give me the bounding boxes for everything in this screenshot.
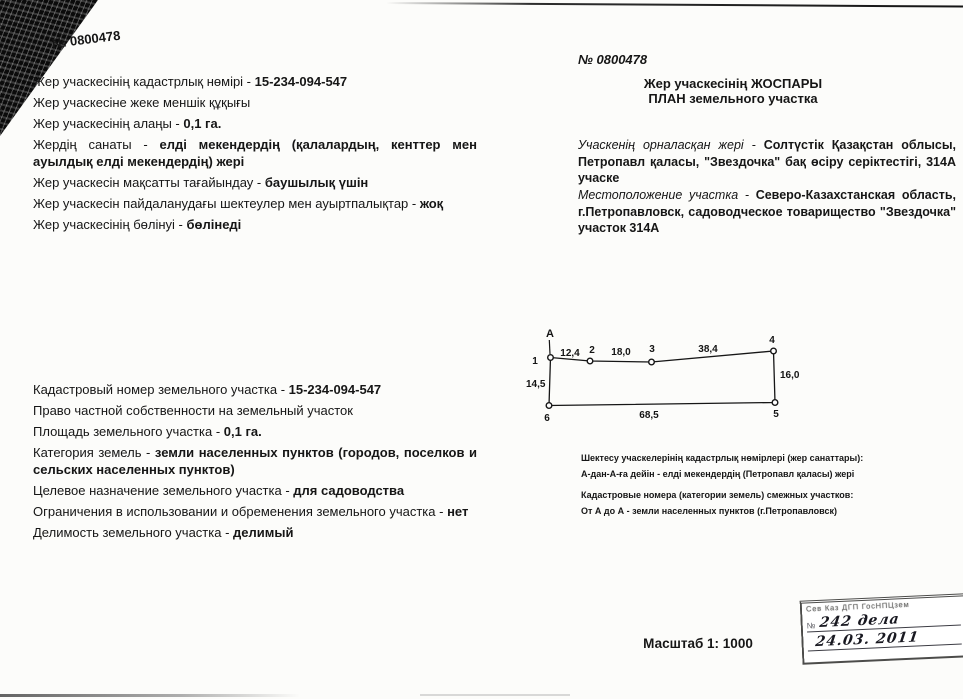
registration-stamp bbox=[800, 593, 963, 664]
field-value: 0,1 га. bbox=[183, 116, 222, 131]
edge-1-2-length: 12,4 bbox=[560, 348, 580, 359]
vertex-1-marker bbox=[548, 355, 554, 361]
field-value: 0,1 га. bbox=[223, 424, 262, 439]
field-divisibility-ru bbox=[33, 525, 477, 542]
parcel-boundary bbox=[549, 351, 775, 406]
field-restrictions-ru bbox=[33, 504, 477, 521]
location-value-ru: Северо-Казахстанская область, г.Петропавловск, садоводческое товарищество "Звездочка" участок 314А bbox=[578, 188, 956, 235]
stamp-number-label: № bbox=[806, 621, 816, 631]
vertex-3-label: 3 bbox=[649, 344, 655, 355]
field-ownership-right-ru bbox=[33, 403, 477, 420]
field-label: Право частной собственности на земельный участок bbox=[33, 403, 353, 418]
field-value: для садоводства bbox=[293, 482, 405, 498]
field-value: земли населенных пунктов (городов, поселков и сельских населенных пунктов) bbox=[33, 445, 478, 477]
field-label: Жер учаскесінің кадастрлық нөмірі - bbox=[33, 74, 255, 89]
plan-title-kazakh: Жер учаскесінің ЖОСПАРЫ bbox=[643, 76, 823, 91]
location-value-kk: Солтүстік Қазақстан облысы, Петропавл қаласы, "Звездочка" бақ өсіру серіктестігі, 314А учаске bbox=[578, 138, 956, 185]
field-label: Жер учаскесін пайдаланудағы шектеулер мен ауыртпалықтар - bbox=[33, 195, 420, 211]
adjacent-ru-heading: Кадастровые номера (категории земель) смежных участков: bbox=[581, 490, 854, 500]
edge-2-3-length: 18,0 bbox=[611, 347, 631, 358]
edge-1-6-length: 14,5 bbox=[526, 379, 546, 390]
vertex-2-label: 2 bbox=[589, 345, 595, 356]
document-number-right: № 0800478 bbox=[578, 52, 648, 67]
vertex-1-label: 1 bbox=[532, 356, 538, 367]
field-land-category-kk bbox=[33, 137, 477, 170]
field-designated-use-ru bbox=[33, 483, 477, 500]
field-ownership-right-kk bbox=[33, 95, 477, 112]
field-value: жоқ bbox=[419, 195, 444, 211]
adjacent-kk-detail: А-дан-А-ға дейін - елді мекендердің (Петропавл қаласы) жері bbox=[581, 469, 855, 479]
adjacent-parcels-block bbox=[581, 452, 936, 517]
vertex-3-marker bbox=[649, 359, 655, 365]
stamp-org-line: Сев Каз ДГП ГосНПЦзем bbox=[805, 599, 910, 614]
vertex-6-marker bbox=[546, 403, 552, 409]
field-label: Кадастровый номер земельного участка - bbox=[33, 382, 289, 397]
field-label: Жер учаскесінің бөлінуі - bbox=[33, 216, 187, 232]
field-value: елді мекендердің (қалалардың, кенттер мен ауылдық елді мекендердің) жері bbox=[33, 137, 477, 169]
adjacent-kk-heading: Шектесу учаскелерінің кадастрлық нөмірлері (жер санаттары): bbox=[581, 453, 864, 463]
vertex-2-marker bbox=[587, 358, 593, 364]
vertex-4-marker bbox=[771, 348, 777, 354]
field-label: Ограничения в использовании и обременения земельного участка - bbox=[33, 503, 448, 519]
parcel-plan-diagram bbox=[524, 320, 804, 428]
vertex-4-label: 4 bbox=[769, 335, 775, 346]
field-area-ru bbox=[33, 424, 477, 441]
plan-title-russian: ПЛАН земельного участка bbox=[648, 91, 818, 106]
location-paragraph-kk bbox=[578, 137, 956, 187]
scan-bottom-artifact bbox=[0, 694, 300, 697]
document-number-left: № 0800478 bbox=[51, 27, 122, 51]
point-a-tick bbox=[549, 340, 550, 354]
field-cadastral-number-kk bbox=[33, 74, 477, 91]
field-label: Жер учаскесінің алаңы - bbox=[33, 116, 184, 131]
adjacent-ru-detail: От А до А - земли населенных пунктов (г.Петропавловск) bbox=[581, 506, 837, 516]
field-value: 15-234-094-547 bbox=[254, 74, 348, 89]
field-value: бөлінеді bbox=[186, 216, 242, 232]
field-value: 15-234-094-547 bbox=[288, 382, 382, 397]
edge-3-4-length: 38,4 bbox=[698, 344, 718, 355]
field-restrictions-kk bbox=[33, 196, 477, 213]
edge-6-5-length: 68,5 bbox=[639, 410, 659, 421]
field-area-kk bbox=[33, 116, 477, 133]
plan-title-block bbox=[578, 76, 888, 106]
field-cadastral-number-ru bbox=[33, 382, 477, 399]
location-label-ru: Местоположение участка - bbox=[578, 188, 756, 202]
scale-note: Масштаб 1: 1000 bbox=[643, 636, 753, 651]
vertex-5-label: 5 bbox=[773, 409, 779, 420]
field-label: Жердің санаты - bbox=[33, 137, 160, 152]
field-label: Жер учаскесіне жеке меншік құқығы bbox=[33, 95, 251, 110]
russian-attributes-block bbox=[33, 382, 477, 546]
field-value: делимый bbox=[233, 524, 294, 540]
scan-bottom-artifact-2 bbox=[420, 694, 570, 696]
scan-top-edge-line bbox=[386, 2, 963, 8]
field-land-category-ru bbox=[33, 445, 477, 478]
point-a-label: A bbox=[546, 328, 554, 340]
stamp-number-handwritten: 242 дела bbox=[818, 611, 901, 631]
field-divisibility-kk bbox=[33, 217, 477, 234]
field-label: Целевое назначение земельного участка - bbox=[33, 482, 294, 498]
location-label-kk: Учаскенің орналасқан жері - bbox=[578, 138, 764, 152]
field-label: Категория земель - bbox=[33, 445, 155, 460]
stamp-date-handwritten: 24.03. 2011 bbox=[814, 629, 921, 651]
field-label: Площадь земельного участка - bbox=[33, 424, 224, 439]
location-paragraph-ru bbox=[578, 187, 956, 237]
field-value: баушылық үшін bbox=[264, 174, 369, 190]
kazakh-attributes-block bbox=[33, 74, 477, 238]
field-label: Делимость земельного участка - bbox=[33, 524, 234, 540]
field-value: нет bbox=[447, 503, 469, 519]
field-designated-use-kk bbox=[33, 175, 477, 192]
edge-4-5-length: 16,0 bbox=[780, 370, 800, 381]
vertex-6-label: 6 bbox=[544, 413, 550, 424]
field-label: Жер учаскесін мақсатты тағайындау - bbox=[33, 174, 265, 190]
vertex-5-marker bbox=[772, 400, 778, 406]
